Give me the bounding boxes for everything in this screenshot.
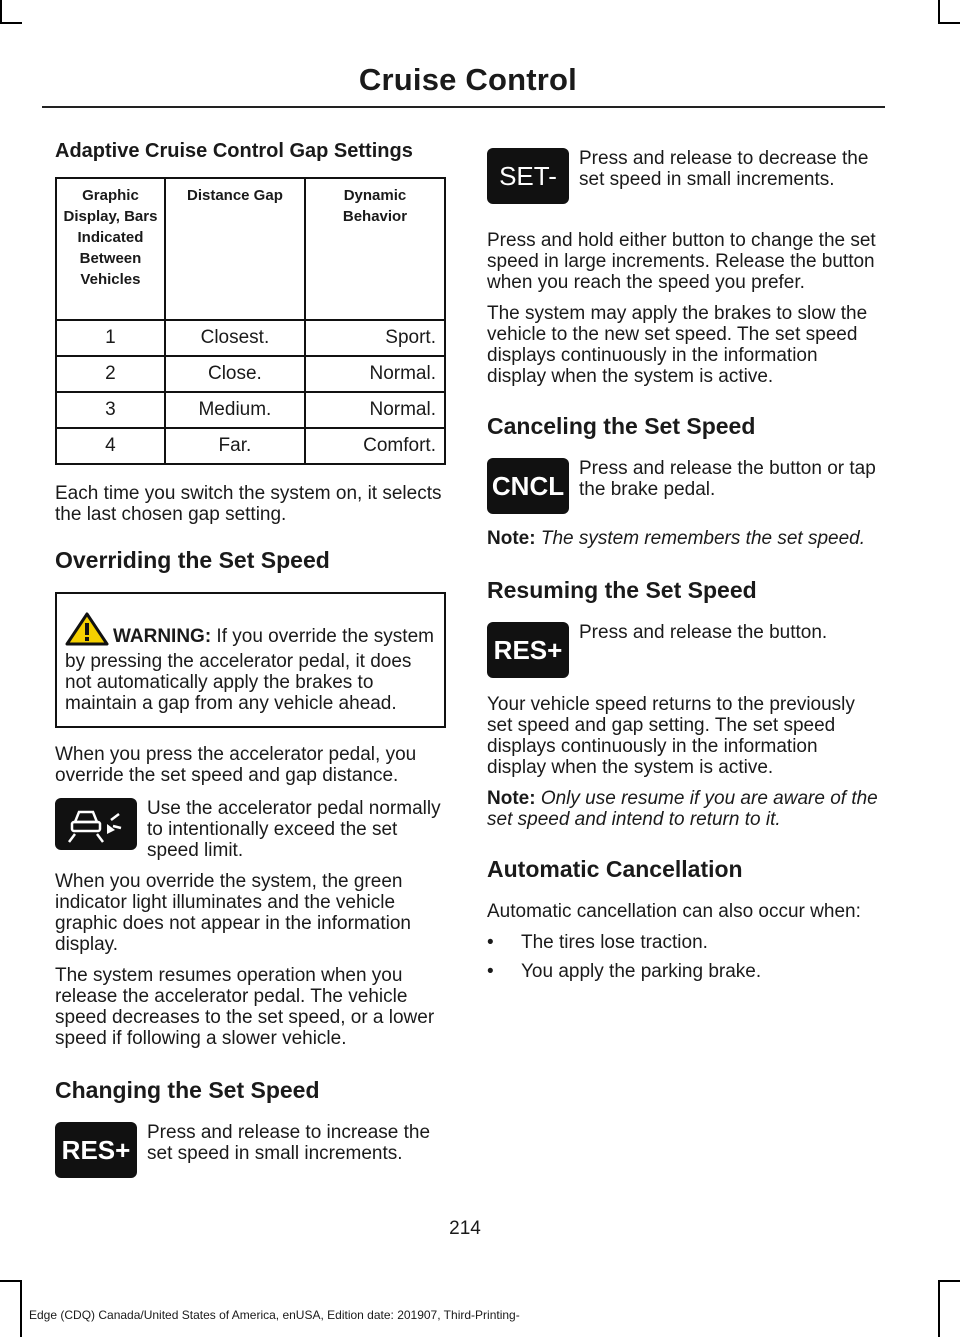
note-label: Note:: [487, 788, 536, 809]
gap-settings-note: Each time you switch the system on, it selects the last chosen gap setting.: [55, 483, 442, 525]
resume-operation-paragraph: The system resumes operation when you release the accelerator pedal. The vehicle speed decreases to the set speed, or a lower speed if following a slower vehicle.: [55, 965, 435, 1049]
crop-mark: [938, 0, 940, 22]
table-cell: Closest.: [165, 320, 305, 356]
crop-mark: [938, 22, 960, 24]
resume-paragraph: Your vehicle speed returns to the previously set speed and gap setting. The set speed displays continuously in the information display when the system is active.: [487, 694, 855, 778]
left-column: [55, 140, 446, 1192]
res-plus-button-icon: RES+: [55, 1122, 137, 1178]
crop-mark: [20, 1280, 22, 1337]
note-label: Note:: [487, 528, 536, 549]
res-resume-row: [487, 622, 880, 684]
table-cell: 4: [56, 428, 165, 464]
table-cell: Comfort.: [305, 428, 445, 464]
canceling-heading: Canceling the Set Speed: [487, 413, 756, 439]
warning-text: If you override the system by pressing the accelerator pedal, it does not automatically apply the brakes to maintain a gap from any vehicle ahead.: [65, 626, 434, 714]
page-title: Cruise Control: [358, 62, 577, 97]
res-increase-row: [55, 1122, 446, 1184]
header-divider: [42, 106, 885, 108]
crop-mark: [938, 1280, 960, 1282]
table-cell: 1: [56, 320, 165, 356]
res-increase-text: Press and release to increase the set speed in small increments.: [147, 1122, 431, 1164]
table-row: [56, 392, 445, 428]
table-row: [56, 428, 445, 464]
resuming-note: [487, 788, 880, 830]
note-text: Only use resume if you are aware of the set speed and intend to return to it.: [487, 788, 878, 830]
table-cell: 2: [56, 356, 165, 392]
vehicle-override-icon: [55, 798, 137, 850]
table-cell: Sport.: [305, 320, 445, 356]
table-row: [56, 356, 445, 392]
override-result-paragraph: When you override the system, the green indicator light illuminates and the vehicle graphic does not appear in the information display.: [55, 871, 411, 955]
table-cell: Far.: [165, 428, 305, 464]
res-plus-button-icon: RES+: [487, 622, 569, 678]
table-row: [56, 320, 445, 356]
cncl-text: Press and release the button or tap the brake pedal.: [579, 458, 876, 500]
set-decrease-text: Press and release to decrease the set speed in small increments.: [579, 148, 869, 190]
right-column: [487, 148, 880, 990]
cncl-button-icon: CNCL: [487, 458, 569, 514]
note-text: The system remembers the set speed.: [535, 528, 866, 549]
brake-apply-paragraph: The system may apply the brakes to slow the vehicle to the new set speed. The set speed displays continuously in the information display when the system is active.: [487, 303, 868, 387]
table-cell: Medium.: [165, 392, 305, 428]
crop-mark: [938, 1280, 940, 1337]
hold-button-paragraph: Press and hold either button to change the set speed in large increments. Release the button when you reach the speed you prefer.: [487, 230, 876, 293]
crop-mark: [0, 1280, 22, 1282]
set-minus-button-icon: SET-: [487, 148, 569, 204]
cncl-row: [487, 458, 880, 520]
footer-text: Edge (CDQ) Canada/United States of America, enUSA, Edition date: 201907, Third-Printing-: [29, 1308, 520, 1322]
gap-settings-table: [55, 177, 446, 465]
column-header: Distance Gap: [165, 178, 305, 320]
table-cell: Close.: [165, 356, 305, 392]
list-item: • The tires lose traction.: [487, 932, 880, 953]
page-number: 214: [449, 1218, 481, 1239]
table-cell: 3: [56, 392, 165, 428]
accelerator-icon-row: [55, 798, 446, 861]
warning-triangle-icon: [65, 612, 109, 651]
override-paragraph: When you press the accelerator pedal, you override the set speed and gap distance.: [55, 744, 417, 786]
table-cell: Normal.: [305, 392, 445, 428]
column-header: Graphic Display, Bars Indicated Between Vehicles: [56, 178, 165, 320]
set-decrease-row: [487, 148, 880, 210]
crop-mark: [0, 22, 22, 24]
table-header-row: [56, 178, 445, 320]
res-resume-text: Press and release the button.: [579, 622, 828, 643]
resuming-heading: Resuming the Set Speed: [487, 577, 757, 603]
warning-label: WARNING:: [113, 626, 212, 647]
automatic-heading: Automatic Cancellation: [487, 856, 743, 882]
accelerator-text: Use the accelerator pedal normally to intentionally exceed the set speed limit.: [147, 798, 441, 861]
warning-box: [55, 592, 446, 728]
changing-heading: Changing the Set Speed: [55, 1077, 320, 1103]
crop-mark: [0, 0, 2, 22]
automatic-bullets: [487, 932, 880, 982]
automatic-paragraph: Automatic cancellation can also occur when:: [487, 901, 861, 922]
gap-settings-heading: Adaptive Cruise Control Gap Settings: [55, 140, 413, 162]
list-item: • You apply the parking brake.: [487, 961, 880, 982]
table-cell: Normal.: [305, 356, 445, 392]
overriding-heading: Overriding the Set Speed: [55, 547, 330, 573]
column-header: Dynamic Behavior: [305, 178, 445, 320]
canceling-note: [487, 528, 880, 549]
